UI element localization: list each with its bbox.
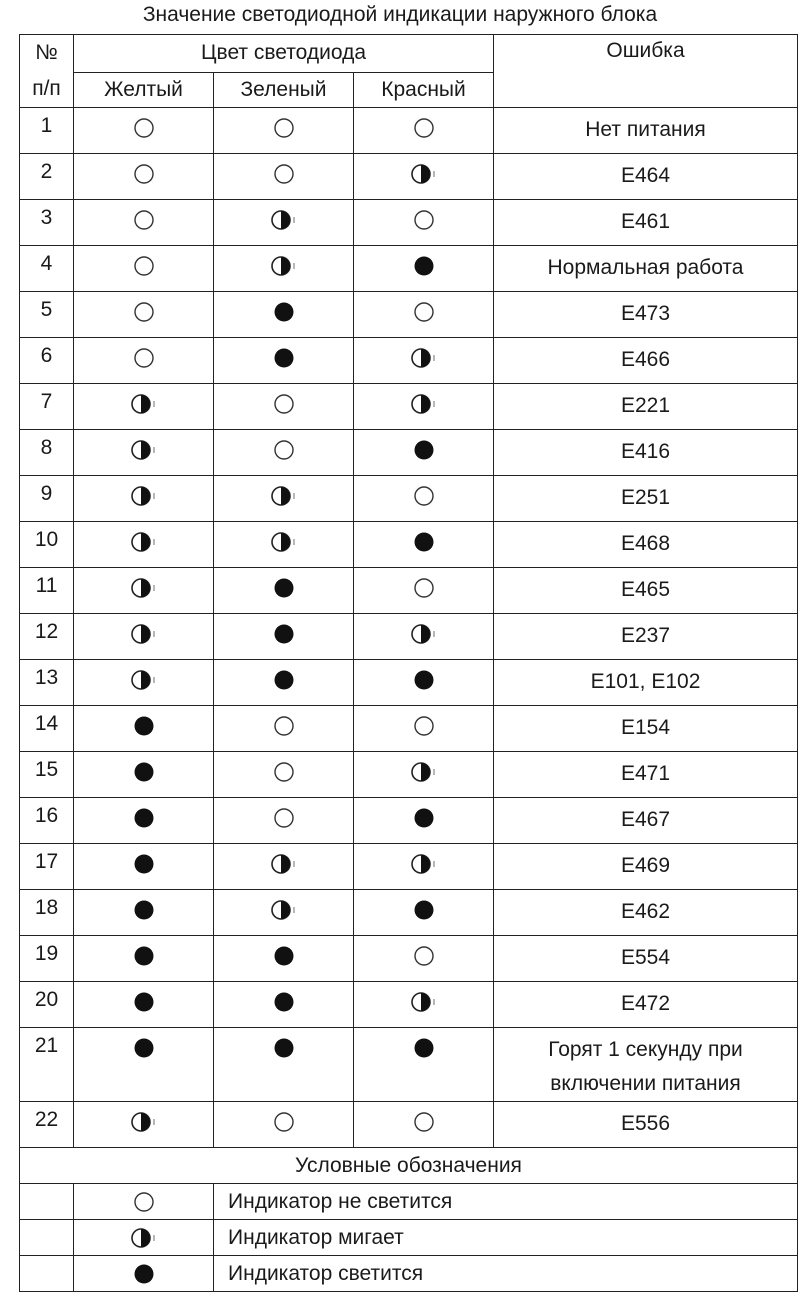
led-on-icon	[407, 807, 441, 829]
led-blinking-icon	[127, 1111, 161, 1133]
error-cell	[494, 154, 798, 200]
table-row	[20, 338, 798, 384]
yellow-led-cell	[74, 522, 214, 568]
error-column-header: Ошибка	[494, 35, 798, 108]
yellow-led-cell	[74, 568, 214, 614]
red-led-cell	[354, 200, 494, 246]
led-blinking-icon	[127, 1227, 161, 1249]
error-cell	[494, 1102, 798, 1148]
table-row	[20, 246, 798, 292]
row-number: 5	[20, 292, 74, 338]
legend-text: Индикатор мигает	[214, 1220, 798, 1256]
green-led-cell	[214, 752, 354, 798]
yellow-led-cell	[74, 384, 214, 430]
led-off-icon	[267, 117, 301, 139]
table-row	[20, 292, 798, 338]
yellow-led-cell	[74, 430, 214, 476]
row-number: 6	[20, 338, 74, 384]
error-text: E237	[620, 624, 671, 647]
error-text: E467	[620, 808, 671, 831]
red-led-cell	[354, 1102, 494, 1148]
error-text: Нормальная работа	[547, 256, 744, 279]
row-number: 3	[20, 200, 74, 246]
error-cell	[494, 568, 798, 614]
led-on-icon	[407, 531, 441, 553]
led-on-icon	[407, 899, 441, 921]
error-text: E472	[620, 992, 671, 1015]
error-text: E462	[620, 900, 671, 923]
led-on-icon	[267, 577, 301, 599]
table-title: Значение светодиодной индикации наружного блока	[142, 3, 658, 26]
led-on-icon	[407, 669, 441, 691]
yellow-column-header: Желтый	[74, 72, 214, 108]
row-number: 1	[20, 108, 74, 154]
table-row	[20, 522, 798, 568]
yellow-led-cell	[74, 476, 214, 522]
table-row	[20, 936, 798, 982]
error-cell	[494, 844, 798, 890]
led-off-icon	[267, 439, 301, 461]
table-row	[20, 1028, 798, 1102]
red-led-cell	[354, 246, 494, 292]
legend-header-row	[20, 1148, 798, 1184]
legend-text: Индикатор светится	[214, 1256, 798, 1292]
led-on-icon	[127, 945, 161, 967]
yellow-led-cell	[74, 844, 214, 890]
error-cell	[494, 752, 798, 798]
led-indication-table	[19, 34, 798, 1292]
legend-row	[20, 1220, 798, 1256]
row-number-label: п/п	[32, 77, 61, 100]
red-led-cell	[354, 154, 494, 200]
red-led-cell	[354, 844, 494, 890]
green-led-cell	[214, 706, 354, 752]
led-off-icon	[407, 209, 441, 231]
error-text: E471	[620, 762, 671, 785]
led-on-icon	[127, 1263, 161, 1285]
yellow-led-cell	[74, 1102, 214, 1148]
red-led-cell	[354, 522, 494, 568]
red-led-cell	[354, 752, 494, 798]
row-number: 10	[20, 522, 74, 568]
red-led-cell	[354, 384, 494, 430]
yellow-led-cell	[74, 752, 214, 798]
led-blinking-icon	[267, 899, 301, 921]
led-off-icon	[267, 715, 301, 737]
error-text: E556	[620, 1112, 671, 1135]
yellow-led-cell	[74, 246, 214, 292]
red-led-cell	[354, 936, 494, 982]
led-off-icon	[407, 945, 441, 967]
led-off-icon	[127, 117, 161, 139]
table-row	[20, 844, 798, 890]
led-off-icon	[407, 485, 441, 507]
led-blinking-icon	[267, 853, 301, 875]
led-off-icon	[267, 1111, 301, 1133]
legend-row	[20, 1184, 798, 1220]
error-cell	[494, 246, 798, 292]
row-number: 11	[20, 568, 74, 614]
green-led-cell	[214, 982, 354, 1028]
yellow-led-cell	[74, 154, 214, 200]
error-cell	[494, 614, 798, 660]
error-cell	[494, 522, 798, 568]
legend-title: Условные обозначения	[20, 1148, 798, 1184]
led-on-icon	[267, 301, 301, 323]
table-row	[20, 890, 798, 936]
led-off-icon	[127, 301, 161, 323]
led-on-icon	[127, 715, 161, 737]
yellow-led-cell	[74, 614, 214, 660]
row-number: 9	[20, 476, 74, 522]
table-row	[20, 1102, 798, 1148]
red-led-cell	[354, 1028, 494, 1102]
red-led-cell	[354, 338, 494, 384]
yellow-led-cell	[74, 108, 214, 154]
red-led-cell	[354, 476, 494, 522]
green-led-cell	[214, 246, 354, 292]
legend-spacer	[20, 1256, 74, 1292]
yellow-led-cell	[74, 292, 214, 338]
led-on-icon	[267, 991, 301, 1013]
legend-icon-cell	[74, 1256, 214, 1292]
led-on-icon	[407, 439, 441, 461]
led-off-icon	[407, 1111, 441, 1133]
error-cell	[494, 890, 798, 936]
led-blinking-icon	[407, 393, 441, 415]
error-cell	[494, 200, 798, 246]
green-column-header: Зеленый	[214, 72, 354, 108]
error-cell	[494, 338, 798, 384]
led-on-icon	[267, 347, 301, 369]
led-off-icon	[127, 255, 161, 277]
error-text: Нет питания	[585, 118, 706, 141]
led-on-icon	[127, 991, 161, 1013]
green-led-cell	[214, 476, 354, 522]
green-led-cell	[214, 1028, 354, 1102]
error-cell	[494, 982, 798, 1028]
led-off-icon	[127, 209, 161, 231]
error-cell	[494, 108, 798, 154]
table-row	[20, 798, 798, 844]
green-led-cell	[214, 844, 354, 890]
red-led-cell	[354, 108, 494, 154]
yellow-led-cell	[74, 200, 214, 246]
row-number: 16	[20, 798, 74, 844]
led-on-icon	[127, 853, 161, 875]
green-led-cell	[214, 1102, 354, 1148]
red-led-cell	[354, 430, 494, 476]
row-number: 17	[20, 844, 74, 890]
led-blinking-icon	[407, 761, 441, 783]
legend-icon-cell	[74, 1220, 214, 1256]
error-text: E461	[620, 210, 671, 233]
led-blinking-icon	[267, 255, 301, 277]
error-text: E101, E102	[590, 670, 701, 693]
yellow-led-cell	[74, 798, 214, 844]
led-on-icon	[267, 669, 301, 691]
led-on-icon	[407, 1037, 441, 1059]
error-text: E154	[620, 716, 671, 739]
error-text: E221	[620, 394, 671, 417]
red-led-cell	[354, 568, 494, 614]
led-on-icon	[127, 761, 161, 783]
led-off-icon	[407, 577, 441, 599]
error-cell	[494, 476, 798, 522]
green-led-cell	[214, 798, 354, 844]
led-blinking-icon	[127, 485, 161, 507]
row-number: 21	[20, 1028, 74, 1102]
led-blinking-icon	[127, 531, 161, 553]
error-cell	[494, 430, 798, 476]
error-text: E468	[620, 532, 671, 555]
error-text: Горят 1 секунду при	[548, 1038, 743, 1061]
green-led-cell	[214, 936, 354, 982]
table-row	[20, 982, 798, 1028]
number-column-header	[20, 35, 74, 108]
error-text: E466	[620, 348, 671, 371]
table-row	[20, 154, 798, 200]
yellow-led-cell	[74, 1028, 214, 1102]
green-led-cell	[214, 568, 354, 614]
led-color-header: Цвет светодиода	[74, 35, 494, 73]
error-cell	[494, 384, 798, 430]
row-number: 13	[20, 660, 74, 706]
led-blinking-icon	[267, 485, 301, 507]
led-blinking-icon	[127, 623, 161, 645]
legend-icon-cell	[74, 1184, 214, 1220]
error-text: E465	[620, 578, 671, 601]
table-row	[20, 384, 798, 430]
led-blinking-icon	[127, 669, 161, 691]
green-led-cell	[214, 108, 354, 154]
row-number: 19	[20, 936, 74, 982]
error-cell	[494, 660, 798, 706]
led-off-icon	[407, 301, 441, 323]
green-led-cell	[214, 660, 354, 706]
green-led-cell	[214, 292, 354, 338]
yellow-led-cell	[74, 982, 214, 1028]
error-cell	[494, 706, 798, 752]
led-blinking-icon	[267, 209, 301, 231]
legend-text: Индикатор не светится	[214, 1184, 798, 1220]
green-led-cell	[214, 154, 354, 200]
error-text: E554	[620, 946, 671, 969]
legend-spacer	[20, 1184, 74, 1220]
error-cell	[494, 936, 798, 982]
green-led-cell	[214, 614, 354, 660]
green-led-cell	[214, 890, 354, 936]
led-blinking-icon	[407, 991, 441, 1013]
error-text: E464	[620, 164, 671, 187]
row-number: 4	[20, 246, 74, 292]
row-number: 22	[20, 1102, 74, 1148]
red-led-cell	[354, 292, 494, 338]
led-blinking-icon	[127, 393, 161, 415]
led-blinking-icon	[407, 163, 441, 185]
row-number: 20	[20, 982, 74, 1028]
table-row	[20, 108, 798, 154]
green-led-cell	[214, 522, 354, 568]
led-off-icon	[267, 807, 301, 829]
legend-spacer	[20, 1220, 74, 1256]
legend-row	[20, 1256, 798, 1292]
led-off-icon	[267, 163, 301, 185]
led-blinking-icon	[407, 347, 441, 369]
led-on-icon	[127, 1037, 161, 1059]
led-on-icon	[407, 255, 441, 277]
error-text: E251	[620, 486, 671, 509]
led-on-icon	[127, 807, 161, 829]
led-off-icon	[127, 1191, 161, 1213]
led-off-icon	[407, 715, 441, 737]
row-number: 12	[20, 614, 74, 660]
table-row	[20, 614, 798, 660]
table-row	[20, 430, 798, 476]
error-text: E416	[620, 440, 671, 463]
green-led-cell	[214, 338, 354, 384]
led-on-icon	[127, 899, 161, 921]
red-column-header: Красный	[354, 72, 494, 108]
led-off-icon	[127, 163, 161, 185]
row-number: 15	[20, 752, 74, 798]
table-row	[20, 476, 798, 522]
row-number: 8	[20, 430, 74, 476]
led-blinking-icon	[127, 439, 161, 461]
error-text: E469	[620, 854, 671, 877]
error-cell	[494, 1028, 798, 1102]
error-cell	[494, 798, 798, 844]
green-led-cell	[214, 200, 354, 246]
led-blinking-icon	[127, 577, 161, 599]
row-number: 7	[20, 384, 74, 430]
yellow-led-cell	[74, 890, 214, 936]
red-led-cell	[354, 890, 494, 936]
table-row	[20, 660, 798, 706]
table-row	[20, 752, 798, 798]
error-text: E473	[620, 302, 671, 325]
led-blinking-icon	[407, 623, 441, 645]
yellow-led-cell	[74, 706, 214, 752]
table-row	[20, 568, 798, 614]
row-number: 2	[20, 154, 74, 200]
led-on-icon	[267, 623, 301, 645]
led-off-icon	[127, 347, 161, 369]
red-led-cell	[354, 660, 494, 706]
red-led-cell	[354, 982, 494, 1028]
green-led-cell	[214, 430, 354, 476]
yellow-led-cell	[74, 936, 214, 982]
table-row	[20, 200, 798, 246]
error-cell	[494, 292, 798, 338]
led-off-icon	[267, 393, 301, 415]
yellow-led-cell	[74, 660, 214, 706]
row-number: 18	[20, 890, 74, 936]
green-led-cell	[214, 384, 354, 430]
led-blinking-icon	[267, 531, 301, 553]
led-on-icon	[267, 945, 301, 967]
led-off-icon	[407, 117, 441, 139]
led-off-icon	[267, 761, 301, 783]
error-text-line2: включении питания	[550, 1072, 741, 1095]
led-blinking-icon	[407, 853, 441, 875]
table-row	[20, 706, 798, 752]
row-number: 14	[20, 706, 74, 752]
number-sign-label: №	[35, 41, 58, 64]
yellow-led-cell	[74, 338, 214, 384]
red-led-cell	[354, 706, 494, 752]
red-led-cell	[354, 614, 494, 660]
led-on-icon	[267, 1037, 301, 1059]
red-led-cell	[354, 798, 494, 844]
